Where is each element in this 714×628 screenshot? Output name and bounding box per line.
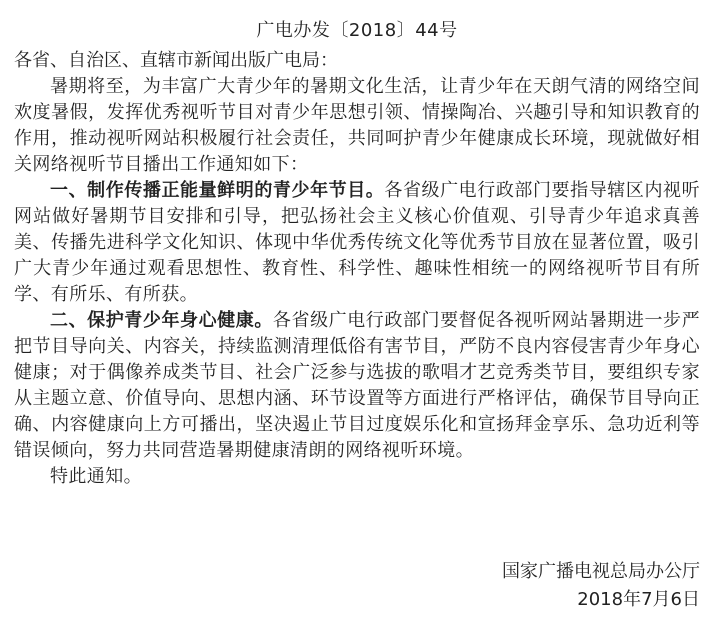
signature-block xyxy=(502,558,700,614)
section-2-paragraph xyxy=(14,308,700,464)
addressee-line: 各省、自治区、直辖市新闻出版广电局： xyxy=(14,50,338,71)
document-number: 广电办发〔2018〕44号 xyxy=(256,20,458,41)
section-2-body: 各省级广电行政部门要督促各视听网站暑期进一步严把节目导向关、内容关，持续监测清理低俗有害节目，严防不良内容侵害青少年身心健康；对于偶像养成类节目、社会广泛参与选拔的歌唱才艺竞秀类节目，要组织专家从主题立意、价值导向、思想内涵、环节设置等方面进行严格评估，确保节目导向正确、内容健康向上方可播出，坚决遏止节目过度娱乐化和宣扬拜金享乐、急功近利等错误倾向，努力共同营造暑期健康清朗的网络视听环境。 xyxy=(14,310,700,461)
closing-line: 特此通知。 xyxy=(50,466,142,487)
section-1-heading: 一、制作传播正能量鲜明的青少年节目。 xyxy=(50,180,385,201)
intro-paragraph: 暑期将至，为丰富广大青少年的暑期文化生活，让青少年在天朗气清的网络空间欢度暑假，发挥优秀视听节目对青少年思想引领、情操陶冶、兴趣引导和知识教育的作用，推动视听网站积极履行社会责任，共同呵护青少年健康成长环境，现就做好相关网络视听节目播出工作通知如下： xyxy=(14,76,700,175)
issue-date: 2018年7月6日 xyxy=(577,589,700,610)
section-1-body: 各省级广电行政部门要指导辖区内视听网站做好暑期节目安排和引导，把弘扬社会主义核心价值观、引导青少年追求真善美、传播先进科学文化知识、体现中华优秀传统文化等优秀节目放在显著位置，吸引广大青少年通过观看思想性、教育性、科学性、趣味性相统一的网络视听节目有所学、有所乐、有所获。 xyxy=(14,180,700,305)
issuer-name: 国家广播电视总局办公厅 xyxy=(502,561,700,582)
section-2-heading: 二、保护青少年身心健康。 xyxy=(50,310,273,331)
section-1-paragraph xyxy=(14,178,700,308)
